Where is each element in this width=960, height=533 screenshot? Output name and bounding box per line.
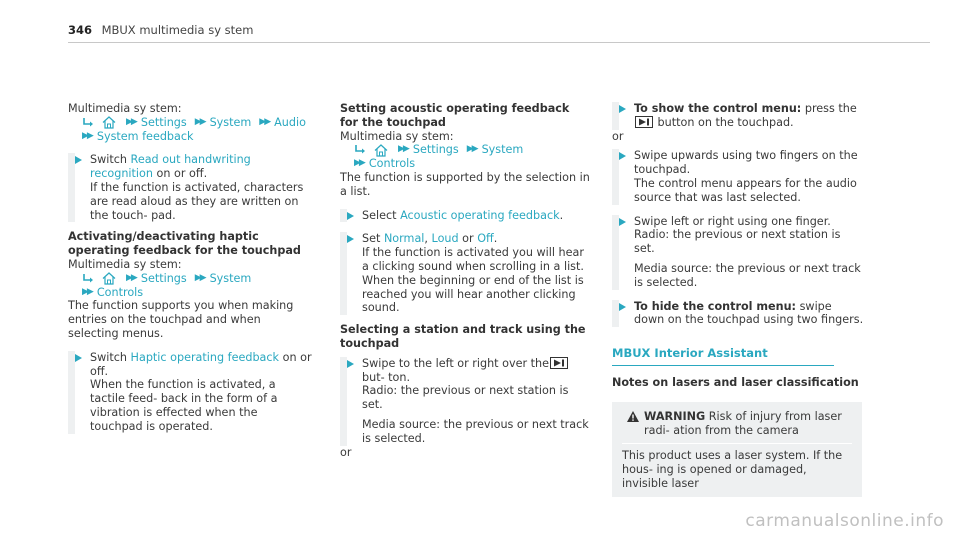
warning-label: WARNING [644,409,706,423]
step-detail: If the function is activated you will hear a clicking sound when scrolling in a list. When the beginning or end of the list is reached you will hear another clicking sound. [362,246,584,315]
path-item: Settings [140,271,187,285]
menu-path [68,272,312,300]
path-item: Controls [96,285,144,299]
step-item [612,215,864,290]
column-1 [68,102,312,434]
or-text: or [612,129,624,143]
watermark: carmanualsonline.info [745,511,944,532]
step-triangle-icon [75,354,82,362]
path-item: System [209,271,252,285]
step-detail: Radio: the previous or next station is set. [362,384,569,412]
option-loud-link: Loud [431,232,459,246]
step-item: Select Acoustic operating feedback. [340,209,590,223]
double-chevron-icon: ▶▶ [126,116,136,127]
step-item: Set Normal, Loud or Off. If the function is activated you will hear a clicking sound when scrolling in a list. When the beginning or end of the list is reached you will hear another clicking sound. [340,232,590,315]
menu-path [340,143,590,171]
step-triangle-icon [347,235,354,243]
section-heading: Selecting a station and track using the touchpad [340,323,586,350]
hook-arrow-icon [82,273,94,285]
double-chevron-icon: ▶▶ [82,286,92,297]
column-2 [340,102,590,459]
step-triangle-icon [619,303,626,311]
step-detail: The control menu appears for the audio source that was last selected. [634,176,857,204]
menu-option-link: Read out handwriting recognition [90,153,251,181]
play-next-icon [550,357,568,369]
page-number: 346 [68,23,93,37]
hook-arrow-icon [82,117,94,129]
step-item: Swipe to the left or right over the but- ton. Radio: the previous or next station is set. Media source: the previous or next track is selected. [340,357,590,446]
warning-body: This product uses a laser system. If the hous- ing is opened or damaged, invisible laser [622,449,843,490]
step-detail: Media source: the previous or next track is selected. [362,417,589,445]
body-paragraph: The function is supported by the selection in a list. [340,170,590,198]
step-item: Switch Read out handwriting recognition on or off. If the function is activated, characters are read aloud as they are written on the touch- pad. [68,153,312,222]
double-chevron-icon: ▶▶ [354,158,364,169]
warning-box: WARNING Risk of injury from laser radi- ation from the camera This product uses a laser system. If the hous- ing is opened or damaged, invisible laser [612,402,862,497]
section-header [612,347,864,366]
path-item: Settings [412,143,459,157]
path-item: Controls [368,157,416,171]
body-paragraph: The function supports you when making entries on the touchpad and when selecting menus. [68,299,294,340]
section-divider [612,365,834,366]
step-triangle-icon [347,212,354,220]
path-item: Settings [140,115,187,129]
double-chevron-icon: ▶▶ [194,272,205,283]
warning-icon [626,410,640,423]
hook-arrow-icon [354,144,366,156]
double-chevron-icon: ▶▶ [194,116,205,127]
step-item: To show the control menu: press the button on the touchpad. [612,102,864,130]
step-item: Switch Haptic operating feedback on or off. When the function is activated, a tactile feed- back in the form of a vibration is effected when the touchpad is operated. [68,351,312,434]
step-triangle-icon [619,152,626,160]
path-intro: Multimedia sy stem: [340,129,454,143]
option-normal-link: Normal [383,232,425,246]
double-chevron-icon: ▶▶ [126,272,136,283]
home-icon [102,116,116,129]
home-icon [102,272,116,285]
step-triangle-icon [75,156,82,164]
section-heading: Activating/deactivating haptic operating feedback for the touchpad [68,230,301,258]
path-item: System [481,143,524,157]
menu-option-link: Haptic operating feedback [130,350,280,364]
step-detail: When the function is activated, a tactile feed- back in the form of a vibration is effected when the touchpad is operated. [90,378,278,433]
step-detail: If the function is activated, characters are read aloud as they are written on the touch- pad. [90,180,304,222]
home-icon [374,144,388,157]
menu-option-link: Acoustic operating feedback [400,208,560,222]
path-item: Audio [274,115,306,129]
step-triangle-icon [347,360,354,368]
subheading: Notes on lasers and laser classification [612,375,859,389]
path-item: System feedback [96,129,194,143]
double-chevron-icon: ▶▶ [82,130,92,141]
play-next-icon [635,116,653,128]
page-header [68,24,930,46]
path-item: System [209,115,252,129]
step-triangle-icon [619,105,626,113]
step-text: Swipe upwards using two fingers on the touchpad. [634,149,858,177]
column-3 [612,102,864,497]
menu-path [68,116,312,144]
step-item [612,149,864,204]
option-off-link: Off [477,232,494,246]
double-chevron-icon: ▶▶ [466,144,477,155]
section-heading: Setting acoustic operating feedback for the touchpad [340,102,570,129]
header-divider [68,42,930,43]
section-title: MBUX Interior Assistant [612,346,768,361]
header-title: MBUX multimedia sy stem [101,23,254,37]
path-intro: Multimedia sy stem: [68,257,182,271]
or-text: or [340,445,352,459]
step-detail: Media source: the previous or next track is selected. [634,261,861,289]
double-chevron-icon: ▶▶ [259,116,270,127]
step-detail: Radio: the previous or next station is set. [634,228,841,256]
step-text: Swipe left or right using one finger. [634,214,831,228]
double-chevron-icon: ▶▶ [398,144,408,155]
step-item: To hide the control menu: swipe down on the touchpad using two fingers. [612,300,864,328]
path-intro: Multimedia sy stem: [68,102,182,115]
step-triangle-icon [619,218,626,226]
